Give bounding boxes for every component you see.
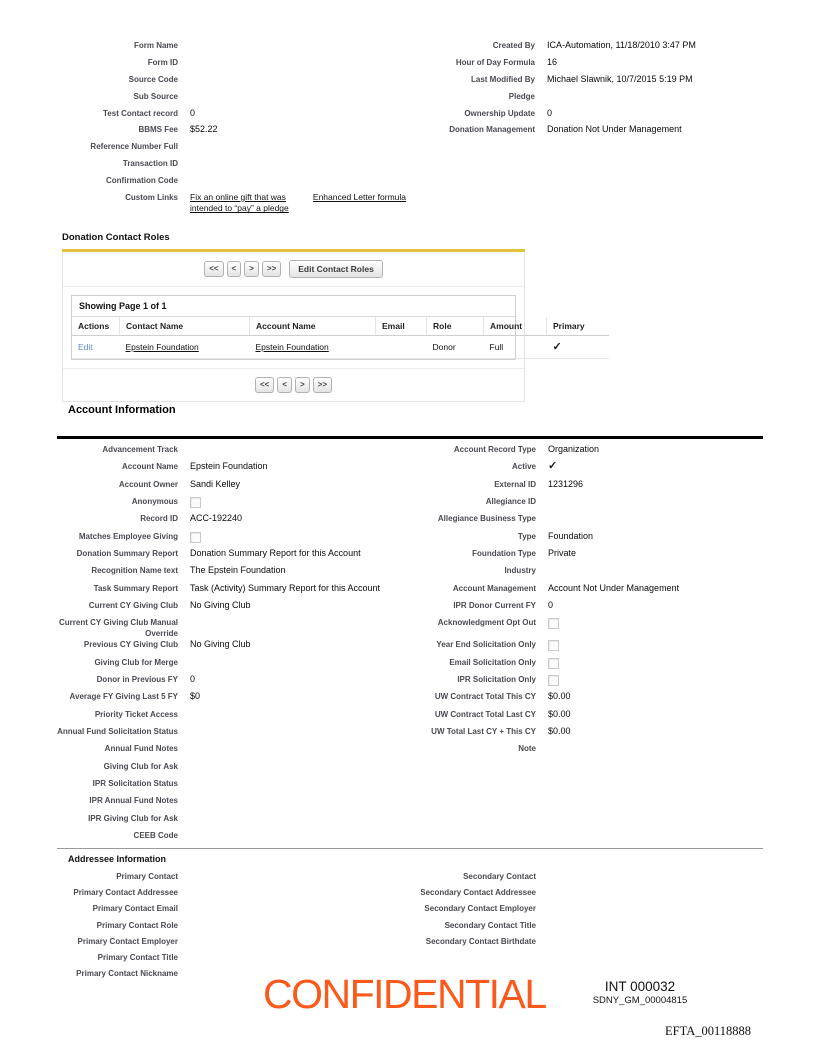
field-row <box>38 674 764 691</box>
field-label: Average FY Giving Last 5 FY <box>69 692 178 702</box>
field-label: Matches Employee Giving <box>78 531 178 541</box>
field-label: Primary Contact Role <box>96 920 178 930</box>
field-row <box>45 192 771 215</box>
checkbox-unchecked-icon <box>548 618 559 629</box>
column-header: Account Name <box>250 317 376 336</box>
field-label: Current CY Giving Club Manual Override <box>59 618 178 638</box>
field-row <box>38 952 764 968</box>
field-value: No Giving Club <box>190 600 251 611</box>
field-row <box>38 461 764 478</box>
field-label: Ownership Update <box>464 108 535 118</box>
field-label: UW Contract Total This CY <box>434 692 536 702</box>
field-row <box>38 657 764 674</box>
column-header: Email <box>376 317 427 336</box>
field-value: ACC-192240 <box>190 513 243 524</box>
field-label <box>418 158 535 159</box>
field-label: Secondary Contact Title <box>444 920 536 930</box>
field-label: Sub Source <box>133 91 178 101</box>
field-label: Last Modified By <box>470 74 535 84</box>
field-label: Allegiance ID <box>485 497 536 507</box>
field-row <box>38 778 764 795</box>
field-value <box>190 531 406 546</box>
field-row <box>38 583 764 600</box>
field-value: 16 <box>547 56 558 67</box>
field-value: $52.22 <box>190 124 218 135</box>
checkmark-icon: ✓ <box>548 460 558 473</box>
field-label: Account Owner <box>118 479 178 489</box>
field-value: Task (Activity) Summary Report for this Account <box>190 582 381 593</box>
field-label <box>418 175 535 176</box>
field-value <box>548 461 764 472</box>
role-cell: Donor <box>427 335 484 358</box>
field-row <box>45 158 771 175</box>
amount-cell: Full <box>484 335 547 358</box>
field-label: IPR Annual Fund Notes <box>89 796 178 806</box>
section-title-account-information: Account Information <box>68 404 176 416</box>
field-label: Hour of Day Formula <box>455 57 535 67</box>
field-label: External ID <box>494 479 536 489</box>
contact-roles-panel <box>62 252 585 402</box>
field-row <box>38 565 764 582</box>
field-label: Donation Management <box>449 125 535 135</box>
field-label <box>418 830 536 831</box>
field-value: Epstein Foundation <box>190 461 268 472</box>
section-divider-thick <box>57 436 763 439</box>
field-label <box>418 795 536 796</box>
field-value: $0.00 <box>548 725 571 736</box>
field-row <box>38 871 764 887</box>
checkbox-unchecked-icon <box>190 497 201 508</box>
pager-next-button[interactable]: > <box>244 261 259 277</box>
field-label: Custom Links <box>125 193 178 203</box>
field-row <box>38 639 764 656</box>
field-row <box>38 617 764 639</box>
field-label: Primary Contact Email <box>92 904 178 914</box>
field-value: The Epstein Foundation <box>190 565 286 576</box>
field-row <box>38 920 764 936</box>
checkbox-unchecked-icon <box>548 658 559 669</box>
field-label: Primary Contact Addressee <box>73 888 178 898</box>
field-label: Annual Fund Solicitation Status <box>57 726 178 736</box>
contact-roles-table-panel <box>71 295 585 360</box>
field-label: Test Contact record <box>103 108 178 118</box>
field-label <box>418 761 536 762</box>
field-label: IPR Donor Current FY <box>453 601 536 611</box>
int-number: INT 000032 <box>604 979 676 994</box>
field-row <box>45 108 771 125</box>
field-label: Secondary Contact Employer <box>424 904 536 914</box>
field-label: Created By <box>492 41 535 50</box>
field-row <box>38 531 764 548</box>
checkbox-unchecked-icon <box>548 640 559 651</box>
field-row <box>38 496 764 513</box>
pager-previous-button[interactable]: < <box>277 377 292 393</box>
field-value: 0 <box>190 673 196 684</box>
field-row <box>38 726 764 743</box>
column-header: Role <box>427 317 484 336</box>
contact-name-link[interactable]: Epstein Foundation <box>125 341 199 352</box>
section-divider-thin <box>57 848 763 849</box>
field-label: Industry <box>504 566 536 576</box>
field-row <box>38 709 764 726</box>
sdny-bates-number: SDNY_GM_00004815 <box>592 994 688 1006</box>
field-value: 1231296 <box>548 478 584 489</box>
donation-contact-roles-section <box>62 232 585 402</box>
field-label: Recognition Name text <box>91 566 178 576</box>
field-value: $0 <box>190 691 201 702</box>
field-row <box>38 743 764 760</box>
pager-previous-button[interactable]: < <box>227 261 242 277</box>
column-header: Contact Name <box>120 317 250 336</box>
field-label: Record ID <box>140 514 178 524</box>
field-label: IPR Giving Club for Ask <box>88 813 178 823</box>
field-row <box>38 936 764 952</box>
field-value: Michael Slawnik, 10/7/2015 5:19 PM <box>547 73 693 84</box>
field-label: Advancement Track <box>102 445 178 454</box>
field-label: Annual Fund Notes <box>104 744 178 754</box>
field-value: Donation Summary Report for this Account <box>190 548 361 559</box>
field-row <box>38 887 764 903</box>
checkmark-icon: ✓ <box>552 340 562 353</box>
field-row <box>45 91 771 108</box>
primary-cell <box>547 335 610 358</box>
custom-link-2[interactable]: Enhanced Letter formula <box>312 192 406 203</box>
field-label: Giving Club for Merge <box>94 657 178 667</box>
field-row <box>38 830 764 847</box>
field-label: UW Contract Total Last CY <box>434 709 536 719</box>
field-label: Account Name <box>121 462 178 472</box>
field-row <box>45 40 771 57</box>
field-label: Primary Contact Employer <box>77 936 178 946</box>
pager-last-button[interactable]: >> <box>262 261 281 277</box>
field-label: Previous CY Giving Club <box>83 640 178 650</box>
section-title-addressee-information: Addressee Information <box>68 854 167 864</box>
field-label: Account Record Type <box>453 445 536 454</box>
field-label: IPR Solicitation Only <box>457 674 536 684</box>
field-label: Secondary Contact Birthdate <box>425 936 536 946</box>
field-value <box>548 639 764 654</box>
field-row <box>45 57 771 74</box>
field-label: Primary Contact Nickname <box>76 969 178 979</box>
edit-row-link[interactable]: Edit <box>78 341 93 352</box>
field-label: Anonymous <box>131 497 178 507</box>
field-value: Donation Not Under Management <box>547 124 682 135</box>
field-value: Account Not Under Management <box>548 582 680 593</box>
field-label: Foundation Type <box>472 549 536 559</box>
field-value: Private <box>548 548 577 559</box>
section-title-donation-contact-roles: Donation Contact Roles <box>62 232 170 243</box>
field-value <box>190 496 406 511</box>
field-label: Reference Number Full <box>90 142 178 152</box>
field-label: Primary Contact Title <box>97 952 178 962</box>
confidential-watermark: CONFIDENTIAL <box>263 971 546 1017</box>
field-row <box>38 600 764 617</box>
field-value: Organization <box>548 444 600 454</box>
field-label: Transaction ID <box>122 159 178 169</box>
field-label <box>418 192 535 193</box>
field-label: BBMS Fee <box>138 125 178 135</box>
field-label: IPR Solicitation Status <box>92 778 178 788</box>
checkbox-unchecked-icon <box>548 675 559 686</box>
field-label: Primary Contact <box>116 872 178 881</box>
field-row <box>45 175 771 192</box>
pager-next-button[interactable]: > <box>295 377 310 393</box>
showing-page-label: Showing Page 1 of 1 <box>72 296 515 317</box>
field-row <box>38 548 764 565</box>
field-label <box>418 813 536 814</box>
field-value: ICA-Automation, 11/18/2010 3:47 PM <box>547 40 696 50</box>
field-value: 0 <box>547 107 553 118</box>
field-value <box>190 192 406 215</box>
field-label: Form Name <box>133 41 178 50</box>
field-label: Allegiance Business Type <box>437 514 536 524</box>
field-value <box>548 674 764 689</box>
field-value: 0 <box>548 600 554 611</box>
field-label: Giving Club for Ask <box>103 761 178 771</box>
field-label: Donation Summary Report <box>76 549 178 559</box>
field-label: Priority Ticket Access <box>94 709 178 719</box>
field-label: Note <box>518 744 536 754</box>
custom-link-1[interactable]: Fix an online gift that was intended to “pay” a pledge <box>190 192 289 214</box>
field-label <box>418 968 536 969</box>
field-row <box>45 124 771 141</box>
field-value <box>548 617 764 632</box>
field-label: Secondary Contact Addressee <box>420 888 536 898</box>
field-value: Sandi Kelley <box>190 478 241 489</box>
addressee-information-fields <box>38 871 764 984</box>
field-value <box>548 657 764 672</box>
field-label: UW Total Last CY + This CY <box>431 726 536 736</box>
field-value: $0.00 <box>548 708 571 719</box>
field-label <box>418 952 536 953</box>
exhibit-number-block <box>580 979 700 1006</box>
pager-bottom <box>63 368 524 401</box>
field-label: Form ID <box>147 57 178 67</box>
edit-contact-roles-button[interactable]: Edit Contact Roles <box>289 260 383 278</box>
field-row <box>38 813 764 830</box>
field-row <box>45 141 771 158</box>
field-label <box>418 778 536 779</box>
field-label: CEEB Code <box>133 831 178 840</box>
field-row <box>38 691 764 708</box>
record-detail-top-fields <box>45 40 771 215</box>
field-row <box>38 761 764 778</box>
field-label: Secondary Contact <box>463 872 536 881</box>
pager-last-button[interactable]: >> <box>313 377 332 393</box>
pager-top <box>63 252 524 287</box>
field-label: Year End Solicitation Only <box>436 640 536 650</box>
account-information-fields <box>38 444 764 847</box>
column-header: Amount <box>484 317 547 336</box>
column-header: Primary <box>547 317 610 336</box>
field-value: Foundation <box>548 530 594 541</box>
field-row <box>38 513 764 530</box>
field-row <box>38 444 764 461</box>
field-label: Pledge <box>508 91 535 101</box>
field-row <box>38 795 764 812</box>
contact-roles-table <box>72 317 609 359</box>
field-row <box>38 479 764 496</box>
field-value: $0.00 <box>548 691 571 702</box>
field-value: No Giving Club <box>190 639 251 650</box>
field-label: Acknowledgment Opt Out <box>437 618 536 628</box>
field-label: Type <box>517 531 536 541</box>
efta-bates-number: EFTA_00118888 <box>665 1024 752 1038</box>
field-label: Source Code <box>128 74 178 84</box>
field-label: Email Solicitation Only <box>449 657 536 667</box>
field-row <box>38 903 764 919</box>
field-label: Task Summary Report <box>93 583 178 593</box>
checkbox-unchecked-icon <box>190 532 201 543</box>
pager-first-button[interactable]: << <box>255 377 274 393</box>
email-cell <box>376 335 427 358</box>
field-label: Active <box>511 462 536 472</box>
field-label: Donor in Previous FY <box>96 674 178 684</box>
field-row <box>45 74 771 91</box>
field-label <box>418 141 535 142</box>
field-label: Account Management <box>452 583 536 593</box>
pager-first-button[interactable]: << <box>204 261 223 277</box>
field-label: Confirmation Code <box>106 176 178 186</box>
table-row <box>72 335 609 358</box>
column-header: Actions <box>72 317 120 336</box>
field-label: Current CY Giving Club <box>88 601 178 611</box>
account-name-link[interactable]: Epstein Foundation <box>255 341 329 352</box>
field-value: 0 <box>190 107 196 118</box>
